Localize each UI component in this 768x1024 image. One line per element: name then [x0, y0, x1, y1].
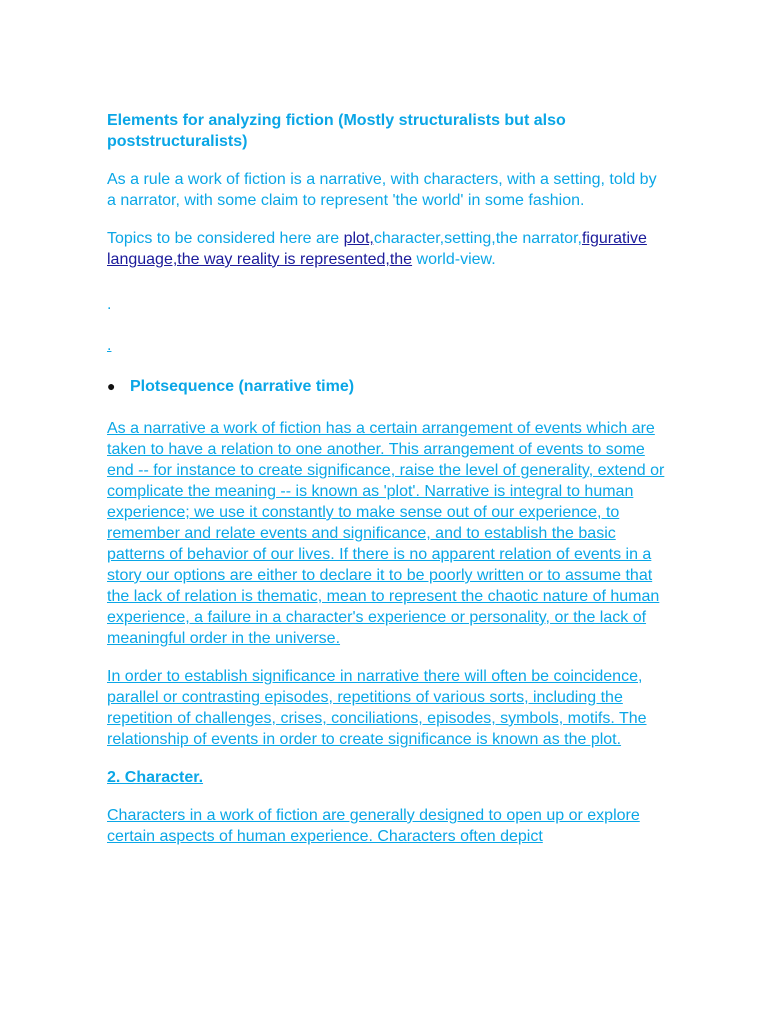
document-title: Elements for analyzing fiction (Mostly structuralists but also poststructuralists)	[107, 112, 566, 150]
stray-dot-1: .	[107, 296, 112, 313]
figurative-language-link[interactable]: figurative language,the way reality is represented,the	[107, 230, 647, 268]
plot-link[interactable]: plot,	[343, 230, 374, 247]
character-heading[interactable]: 2. Character.	[107, 769, 204, 786]
bullet-item-plot	[107, 376, 667, 397]
topics-suffix: world-view.	[412, 251, 496, 268]
plot-paragraph-1[interactable]: As a narrative a work of fiction has a certain arrangement of events which are taken to have a relation to one another. This arrangement of events to some end -- for instance to create significance, raise the level of generality, extend or complicate the meaning -- is known as 'plot'. Narrative is integral to human experience; we use it constantly to make sense out of our experience, to remember and relate events and significance, and to establish the basic patterns of behavior of our lives. If there is no apparent relation of events in a story our options are either to declare it to be poorly written or to assume that the lack of relation is thematic, mean to represent the chaotic nature of human experience, a failure in a character's experience or personality, or the lack of meaningful order in the universe.	[107, 420, 665, 647]
document-body	[107, 110, 667, 864]
topics-middle: character,setting,the narrator,	[373, 230, 582, 247]
character-paragraph[interactable]: Characters in a work of fiction are generally designed to open up or explore certain aspects of human experience. Characters often depict	[107, 807, 640, 845]
plot-paragraph-2[interactable]: In order to establish significance in narrative there will often be coincidence, parallel or contrasting episodes, repetitions of various sorts, including the repetition of challenges, crises, conciliations, episodes, symbols, motifs. The relationship of events in order to create significance is known as the plot.	[107, 668, 647, 748]
topics-prefix: Topics to be considered here are	[107, 230, 344, 247]
bullet-heading: Plotsequence (narrative time)	[130, 378, 355, 395]
stray-dot-2[interactable]: .	[107, 337, 112, 354]
bullet-icon: ●	[107, 378, 116, 394]
topics-paragraph	[107, 228, 667, 270]
intro-paragraph: As a rule a work of fiction is a narrative, with characters, with a setting, told by a narrator, with some claim to represent 'the world' in some fashion.	[107, 171, 657, 209]
